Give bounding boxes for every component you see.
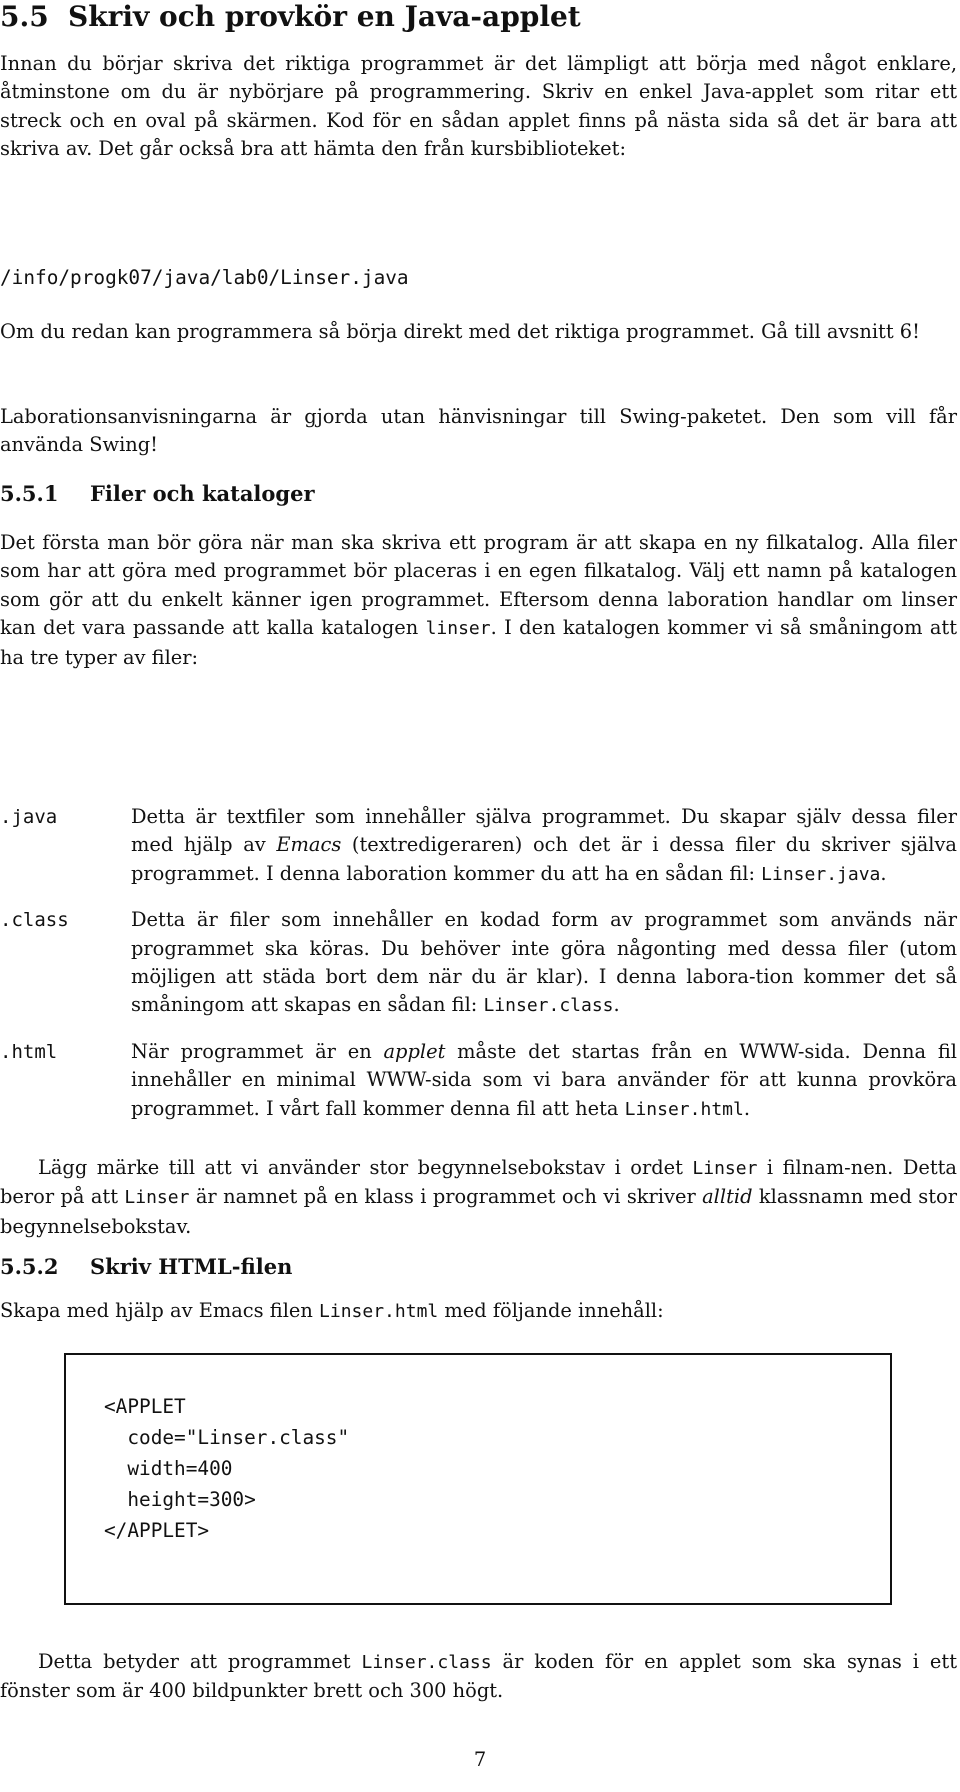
text-run: Skapa med hjälp av Emacs filen (0, 1299, 320, 1322)
file-type-term: .java (0, 806, 58, 828)
subsection-title-files (0, 480, 315, 508)
file-type-term: .html (0, 1040, 58, 1063)
code-filename: Linser.java (761, 863, 881, 885)
applet-explanation-paragraph (0, 1648, 957, 1706)
text-run: (textredigeraren) och det är i dessa filer du skriver själva programmet. I denna laboration kommer du att ha en sådan fil: (131, 833, 957, 885)
code-filename: Linser.class (361, 1652, 492, 1673)
code-linser: linser (425, 618, 491, 640)
file-type-description (131, 906, 957, 1021)
code-filename: Linser.class (483, 995, 614, 1017)
page-number: 7 (473, 1748, 487, 1771)
text-run: Det första man bör göra när man ska skriva ett program är att skapa en ny filkatalog. Alla filer som har att göra med programmet bör placeras i en egen filkatalog. Välj ett namn på katalogen som gör att du enkelt känner igen programmet. Eftersom denna laboration handlar om linser kan det vara passande att kalla katalogen (0, 531, 957, 640)
text-run: är namnet på en klass i programmet och vi skriver (189, 1185, 703, 1209)
text-run: Detta är textfiler som innehåller själva programmet. Du skapar själv dessa filer med hjälp av (131, 805, 957, 857)
text-run: . I den katalogen kommer vi så småningom att ha tre typer av filer: (0, 616, 957, 669)
code-linser: Linser (124, 1187, 190, 1209)
intro-paragraph-1: Innan du börjar skriva det riktiga programmet är det lämpligt att börja med något enklare, åtminstone om du är nybörjare på programmering. Skriv en enkel Java-applet som ritar ett streck och en oval på skärmen. Kod för en sådan applet finns på nästa sida så det är bara att skriva av. Det går också bra att hämta den från kursbiblioteket: (0, 52, 957, 161)
text-run: Detta betyder att programmet (38, 1650, 362, 1673)
text-run: Lägg märke till att vi använder stor begynnelsebokstav i ordet (38, 1156, 693, 1179)
applet-code: <APPLET code="Linser.class" width=400 height=300> </APPLET> (104, 1395, 350, 1542)
capitalization-paragraph (0, 1154, 957, 1241)
text-run: . (880, 861, 887, 885)
code-filename: Linser.html (319, 1301, 439, 1322)
text-run: När programmet är en (131, 1039, 384, 1063)
section-number: 5.5 (0, 0, 49, 33)
subsection-title-html (0, 1253, 292, 1281)
files-paragraph (0, 529, 957, 672)
text-run: i filnam-nen. Detta beror på att (0, 1156, 957, 1209)
intro-paragraph-2: Om du redan kan programmera så börja direkt med det riktiga programmet. Gå till avsnitt 6! (0, 320, 920, 343)
text-run: . (743, 1096, 751, 1120)
text-run: med följande innehåll: (438, 1299, 664, 1322)
text-run: Detta är filer som innehåller en kodad form av programmet som används när programmet ska köras. Du behöver inte göra någonting med dessa filer (utom möjligen att städa bort dem när du är klar). I denna labora-tion kommer det så småningom att skapas en sådan fil: (131, 908, 957, 1017)
emphasis-emacs: Emacs (276, 833, 342, 857)
text-run: måste det startas från en WWW-sida. Denna fil innehåller en minimal WWW-sida som vi bara använder för att kunna provköra programmet. I vårt fall kommer denna fil att heta (131, 1039, 957, 1120)
subsection-number: 5.5.2 (0, 1254, 59, 1279)
file-type-term: .class (0, 909, 69, 932)
code-filename: Linser.html (624, 1098, 744, 1120)
text-run: klassnamn med stor begynnelsebokstav. (0, 1185, 957, 1238)
section-title-text: Skriv och provkör en Java-applet (68, 0, 581, 33)
section-title (0, 0, 581, 34)
file-type-description (131, 803, 957, 889)
code-listing-box (64, 1353, 892, 1605)
emphasis-applet: applet (383, 1039, 446, 1063)
file-type-list (0, 803, 957, 1141)
subsection-title-text: Skriv HTML-filen (90, 1254, 293, 1279)
library-path: /info/progk07/java/lab0/Linser.java (0, 266, 409, 289)
emphasis-alltid: alltid (702, 1185, 753, 1209)
text-run: är koden för en applet som ska synas i ett fönster som är 400 bildpunkter brett och 300 högt. (0, 1650, 957, 1703)
subsection-title-text: Filer och kataloger (90, 481, 315, 506)
text-run: . (613, 993, 620, 1017)
list-item-java (0, 803, 957, 889)
intro-paragraph-3: Laborationsanvisningarna är gjorda utan hänvisningar till Swing-paketet. Den som vill får använda Swing! (0, 405, 957, 457)
file-type-description (131, 1038, 957, 1124)
list-item-html (0, 1038, 957, 1124)
list-item-class (0, 906, 957, 1021)
html-intro-paragraph (0, 1297, 957, 1326)
subsection-number: 5.5.1 (0, 481, 59, 506)
code-linser: Linser (692, 1158, 758, 1179)
